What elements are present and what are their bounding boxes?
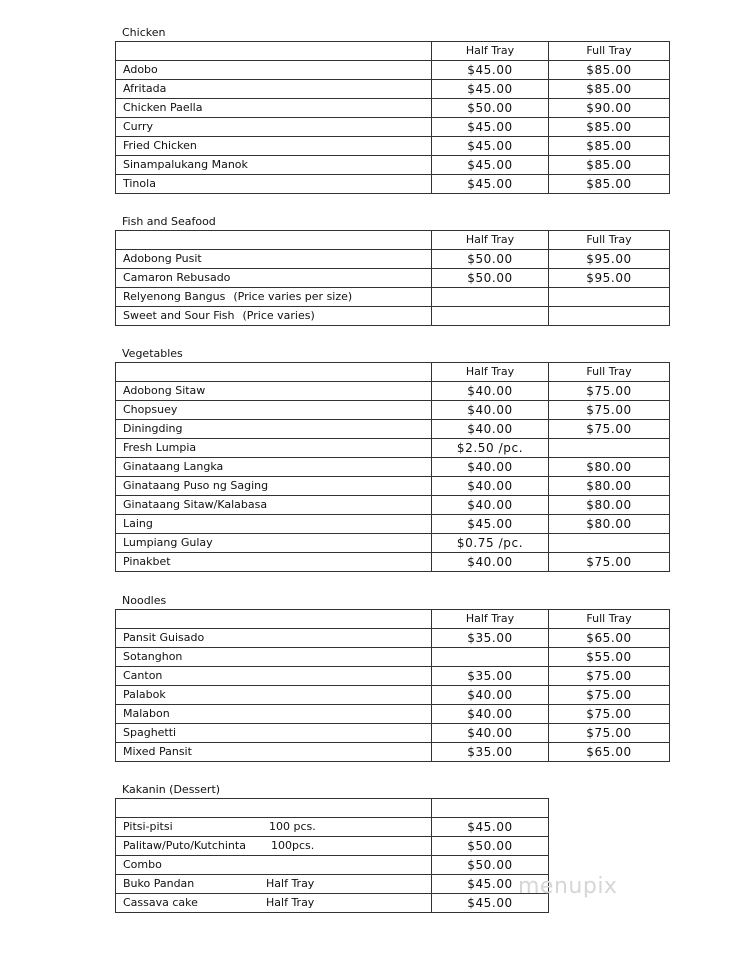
item-name: Afritada xyxy=(123,82,167,95)
table-row xyxy=(116,629,670,648)
item-name: Fresh Lumpia xyxy=(123,441,197,454)
full-tray-price xyxy=(549,307,670,326)
half-tray-price: $45.00 xyxy=(432,61,549,80)
item-name: Pitsi-pitsi xyxy=(123,820,173,833)
item-name-cell xyxy=(116,382,432,401)
table-row xyxy=(116,875,549,894)
noodles-table xyxy=(115,609,670,762)
header-half-tray: Half Tray xyxy=(432,363,549,382)
full-tray-price: $85.00 xyxy=(549,137,670,156)
half-tray-price: $40.00 xyxy=(432,420,549,439)
item-price: $45.00 xyxy=(432,818,549,837)
table-row xyxy=(116,382,670,401)
item-name-cell xyxy=(116,705,432,724)
item-name: Canton xyxy=(123,669,163,682)
item-name-cell xyxy=(116,648,432,667)
item-name-cell xyxy=(116,439,432,458)
half-tray-price: $40.00 xyxy=(432,705,549,724)
item-name-cell xyxy=(116,250,432,269)
full-tray-price: $95.00 xyxy=(549,269,670,288)
full-tray-price: $90.00 xyxy=(549,99,670,118)
header-full-tray: Full Tray xyxy=(549,42,670,61)
item-name: Curry xyxy=(123,120,154,133)
item-name-cell xyxy=(116,743,432,762)
item-name: Ginataang Sitaw/Kalabasa xyxy=(123,498,268,511)
half-tray-price: $45.00 xyxy=(432,156,549,175)
section-title-chicken: Chicken xyxy=(122,26,166,39)
chicken-table xyxy=(115,41,670,194)
half-tray-price: $40.00 xyxy=(432,686,549,705)
header-half-tray: Half Tray xyxy=(432,231,549,250)
header-blank-cell xyxy=(116,799,432,818)
full-tray-price: $65.00 xyxy=(549,743,670,762)
table-row xyxy=(116,156,670,175)
table-row xyxy=(116,307,670,326)
item-name: Chicken Paella xyxy=(123,101,203,114)
item-name: Laing xyxy=(123,517,153,530)
item-name: Relyenong Bangus xyxy=(123,290,226,303)
table-row xyxy=(116,705,670,724)
item-name-cell xyxy=(116,401,432,420)
table-row xyxy=(116,553,670,572)
item-name: Sinampalukang Manok xyxy=(123,158,248,171)
item-price: $45.00 xyxy=(432,894,549,913)
item-name-cell xyxy=(116,894,432,913)
seafood-table xyxy=(115,230,670,326)
table-row xyxy=(116,80,670,99)
full-tray-price: $75.00 xyxy=(549,667,670,686)
item-name: Sotanghon xyxy=(123,650,183,663)
item-name: Pansit Guisado xyxy=(123,631,205,644)
table-row xyxy=(116,137,670,156)
table-row xyxy=(116,818,549,837)
half-tray-price: $50.00 xyxy=(432,250,549,269)
item-name-cell xyxy=(116,515,432,534)
item-name-cell xyxy=(116,458,432,477)
table-row xyxy=(116,724,670,743)
watermark-logo: menupix xyxy=(518,874,618,899)
header-half-tray: Half Tray xyxy=(432,42,549,61)
item-name-cell xyxy=(116,420,432,439)
item-name: Lumpiang Gulay xyxy=(123,536,213,549)
table-row xyxy=(116,401,670,420)
half-tray-price: $35.00 xyxy=(432,667,549,686)
table-row xyxy=(116,856,549,875)
half-tray-price: $40.00 xyxy=(432,477,549,496)
full-tray-price: $75.00 xyxy=(549,724,670,743)
item-name: Chopsuey xyxy=(123,403,178,416)
table-row xyxy=(116,894,549,913)
header-blank-cell xyxy=(116,231,432,250)
item-name: Spaghetti xyxy=(123,726,177,739)
table-row xyxy=(116,534,670,553)
half-tray-price: $40.00 xyxy=(432,401,549,420)
item-name-cell xyxy=(116,118,432,137)
half-tray-price: $50.00 xyxy=(432,269,549,288)
item-name-cell xyxy=(116,80,432,99)
table-row xyxy=(116,118,670,137)
full-tray-price xyxy=(549,439,670,458)
item-name-cell xyxy=(116,156,432,175)
item-name-cell xyxy=(116,137,432,156)
full-tray-price: $85.00 xyxy=(549,80,670,99)
item-quantity: Half Tray xyxy=(266,896,315,909)
item-name: Ginataang Puso ng Saging xyxy=(123,479,269,492)
item-name-cell xyxy=(116,553,432,572)
half-tray-price: $0.75 /pc. xyxy=(432,534,549,553)
table-header-row xyxy=(116,231,670,250)
half-tray-price: $50.00 xyxy=(432,99,549,118)
full-tray-price: $75.00 xyxy=(549,553,670,572)
full-tray-price: $75.00 xyxy=(549,420,670,439)
item-name: Camaron Rebusado xyxy=(123,271,231,284)
full-tray-price: $85.00 xyxy=(549,156,670,175)
full-tray-price: $80.00 xyxy=(549,458,670,477)
half-tray-price: $35.00 xyxy=(432,629,549,648)
item-name: Ginataang Langka xyxy=(123,460,224,473)
full-tray-price xyxy=(549,534,670,553)
table-row xyxy=(116,61,670,80)
item-name: Adobong Pusit xyxy=(123,252,202,265)
half-tray-price: $45.00 xyxy=(432,137,549,156)
item-name-cell xyxy=(116,477,432,496)
item-name: Adobong Sitaw xyxy=(123,384,206,397)
item-name: Pinakbet xyxy=(123,555,171,568)
item-name-cell xyxy=(116,496,432,515)
header-blank-price-cell xyxy=(432,799,549,818)
item-name: Palabok xyxy=(123,688,166,701)
item-note: (Price varies per size) xyxy=(233,290,353,303)
item-quantity: 100pcs. xyxy=(271,839,315,852)
table-row xyxy=(116,496,670,515)
header-full-tray: Full Tray xyxy=(549,231,670,250)
table-header-row xyxy=(116,799,549,818)
full-tray-price: $80.00 xyxy=(549,515,670,534)
item-name-cell xyxy=(116,837,432,856)
half-tray-price xyxy=(432,648,549,667)
table-header-row xyxy=(116,610,670,629)
header-full-tray: Full Tray xyxy=(549,610,670,629)
full-tray-price: $95.00 xyxy=(549,250,670,269)
item-name-cell xyxy=(116,269,432,288)
full-tray-price: $75.00 xyxy=(549,401,670,420)
item-name-cell xyxy=(116,288,432,307)
item-name-cell xyxy=(116,667,432,686)
item-name-cell xyxy=(116,856,432,875)
full-tray-price: $85.00 xyxy=(549,118,670,137)
item-name: Sweet and Sour Fish xyxy=(123,309,235,322)
item-name-cell xyxy=(116,629,432,648)
full-tray-price: $55.00 xyxy=(549,648,670,667)
full-tray-price: $80.00 xyxy=(549,496,670,515)
table-row xyxy=(116,837,549,856)
item-name: Fried Chicken xyxy=(123,139,197,152)
item-quantity: Half Tray xyxy=(266,877,315,890)
section-title-seafood: Fish and Seafood xyxy=(122,215,216,228)
half-tray-price: $45.00 xyxy=(432,80,549,99)
item-name-cell xyxy=(116,818,432,837)
item-name-cell xyxy=(116,875,432,894)
half-tray-price: $40.00 xyxy=(432,553,549,572)
table-row xyxy=(116,99,670,118)
header-full-tray: Full Tray xyxy=(549,363,670,382)
full-tray-price: $75.00 xyxy=(549,382,670,401)
vegetables-table xyxy=(115,362,670,572)
header-blank-cell xyxy=(116,42,432,61)
item-name-cell xyxy=(116,534,432,553)
item-name: Cassava cake xyxy=(123,896,198,909)
table-row xyxy=(116,515,670,534)
table-row xyxy=(116,743,670,762)
item-name: Mixed Pansit xyxy=(123,745,192,758)
item-price: $50.00 xyxy=(432,856,549,875)
item-price: $50.00 xyxy=(432,837,549,856)
item-name: Buko Pandan xyxy=(123,877,195,890)
item-name-cell xyxy=(116,99,432,118)
section-title-vegetables: Vegetables xyxy=(122,347,183,360)
item-name-cell xyxy=(116,61,432,80)
table-row xyxy=(116,686,670,705)
item-name: Tinola xyxy=(123,177,156,190)
header-blank-cell xyxy=(116,363,432,382)
full-tray-price: $85.00 xyxy=(549,175,670,194)
table-row xyxy=(116,439,670,458)
half-tray-price: $40.00 xyxy=(432,458,549,477)
table-row xyxy=(116,648,670,667)
item-name-cell xyxy=(116,307,432,326)
item-name-cell xyxy=(116,686,432,705)
dessert-table xyxy=(115,798,549,913)
item-name: Malabon xyxy=(123,707,170,720)
half-tray-price: $40.00 xyxy=(432,496,549,515)
section-title-dessert: Kakanin (Dessert) xyxy=(122,783,221,796)
half-tray-price: $35.00 xyxy=(432,743,549,762)
table-row xyxy=(116,458,670,477)
item-name: Combo xyxy=(123,858,162,871)
table-row xyxy=(116,667,670,686)
full-tray-price xyxy=(549,288,670,307)
full-tray-price: $85.00 xyxy=(549,61,670,80)
item-note: (Price varies) xyxy=(242,309,315,322)
table-row xyxy=(116,288,670,307)
full-tray-price: $65.00 xyxy=(549,629,670,648)
half-tray-price: $2.50 /pc. xyxy=(432,439,549,458)
half-tray-price: $40.00 xyxy=(432,724,549,743)
table-row xyxy=(116,250,670,269)
half-tray-price: $40.00 xyxy=(432,382,549,401)
table-header-row xyxy=(116,42,670,61)
table-row xyxy=(116,175,670,194)
full-tray-price: $75.00 xyxy=(549,705,670,724)
half-tray-price xyxy=(432,288,549,307)
half-tray-price: $45.00 xyxy=(432,118,549,137)
item-name: Palitaw/Puto/Kutchinta xyxy=(123,839,246,852)
item-name-cell xyxy=(116,175,432,194)
half-tray-price: $45.00 xyxy=(432,175,549,194)
item-quantity: 100 pcs. xyxy=(269,820,316,833)
item-name: Adobo xyxy=(123,63,158,76)
header-blank-cell xyxy=(116,610,432,629)
half-tray-price: $45.00 xyxy=(432,515,549,534)
table-row xyxy=(116,269,670,288)
section-title-noodles: Noodles xyxy=(122,594,167,607)
header-half-tray: Half Tray xyxy=(432,610,549,629)
table-row xyxy=(116,420,670,439)
full-tray-price: $75.00 xyxy=(549,686,670,705)
half-tray-price xyxy=(432,307,549,326)
table-header-row xyxy=(116,363,670,382)
table-row xyxy=(116,477,670,496)
item-price: $45.00 xyxy=(432,875,549,894)
item-name: Diningding xyxy=(123,422,183,435)
full-tray-price: $80.00 xyxy=(549,477,670,496)
item-name-cell xyxy=(116,724,432,743)
